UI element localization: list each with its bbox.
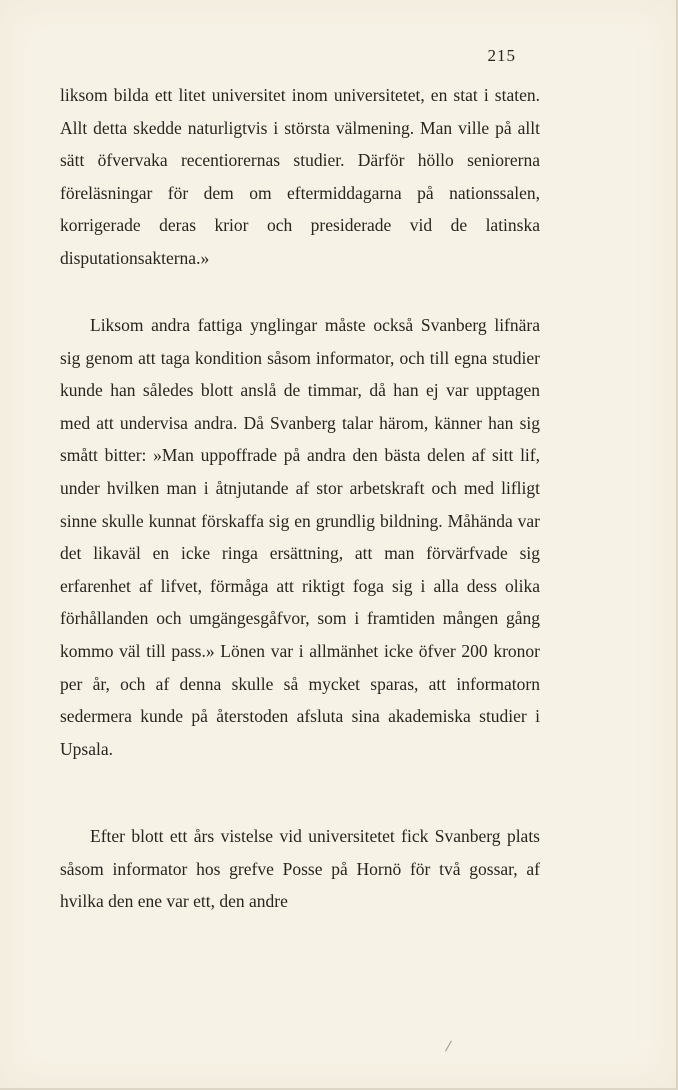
paragraph-3: Efter blott ett års vistelse vid universitetet fick Svanberg plats såsom informator hos grefve Posse på Hornö för två gossar, af hvilka den ene var ett, den andre — [60, 826, 540, 912]
pencil-mark — [445, 1041, 452, 1052]
page-number: 215 — [487, 46, 516, 65]
paragraph-1: liksom bilda ett litet universitet inom universitetet, en stat i staten. Allt detta skedde naturligtvis i största välmening. Man ville på allt sätt öfvervaka recentiorernas studier. Därför höllo seniorerna föreläsningar för dem om eftermiddagarna på nationssalen, korrigerade deras krior och presiderade vid de latinska disputationsakterna.» — [60, 85, 540, 268]
paragraph-2: Liksom andra fattiga ynglingar måste också Svanberg lifnära sig genom att taga kondition såsom informator, och till egna studier kunde han således blott anslå de timmar, då han ej var upptagen med att undervisa andra. Då Svanberg talar härom, känner han sig smått bitter: »Man uppoffrade på andra den bästa delen af sitt lif, under hvilken man i åtnjutande af stor arbetskraft och med lifligt sinne skulle kunnat förskaffa sig en grundlig bildning. Måhända var det likaväl en icke ringa ersättning, att man förvärfvade sig erfarenhet af lifvet, förmåga att riktigt foga sig i alla dess olika förhållanden och umgängesgåfvor, som i framtiden mången gång kommo väl till pass.» Lönen var i allmänhet icke öfver 200 kronor per år, och af denna skulle så mycket sparas, att informatorn sedermera kunde på återstoden afsluta sina akademiska studier i Upsala. — [60, 315, 540, 759]
